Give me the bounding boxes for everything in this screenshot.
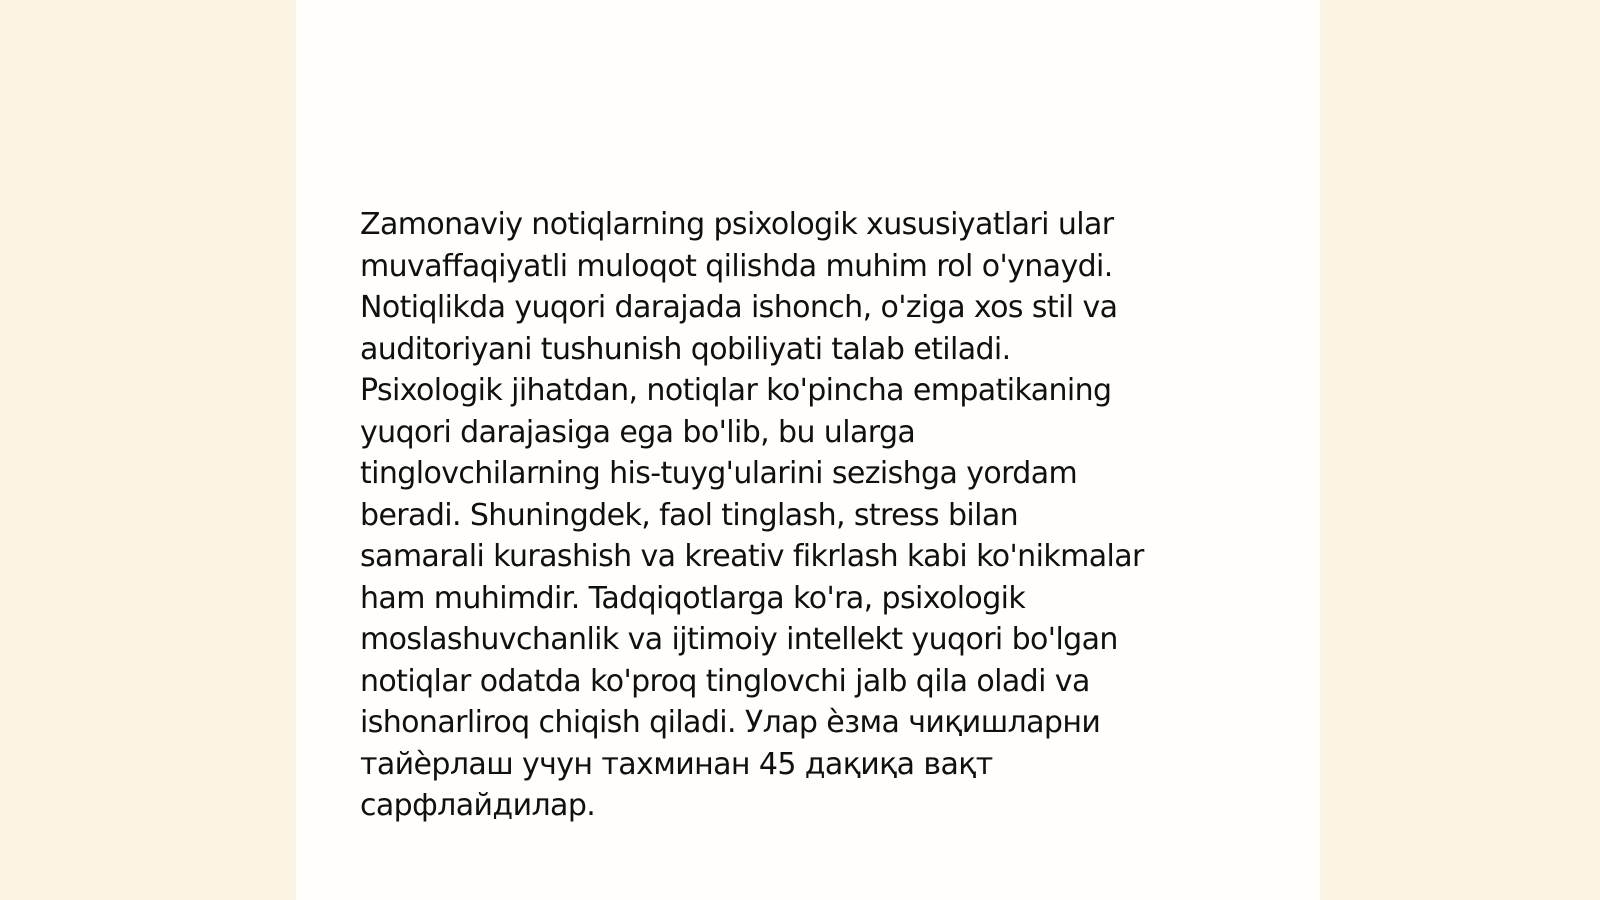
- paragraph-line: beradi. Shuningdek, faol tinglash, stress bilan: [360, 497, 1019, 533]
- paragraph-line: сарфлайдилар.: [360, 788, 596, 823]
- paragraph-line: тайѐрлаш учун тахминан 45 дақиқа вақт: [360, 746, 993, 782]
- paragraph-line: muvaffaqiyatli muloqot qilishda muhim rol o'ynaydi.: [360, 248, 1113, 284]
- left-margin-background: [0, 0, 296, 900]
- right-margin-background: [1320, 0, 1600, 900]
- paragraph-line: Notiqlikda yuqori darajada ishonch, o'ziga xos stil va: [360, 290, 1118, 325]
- body-paragraph: [360, 204, 1250, 827]
- paragraph-line: moslashuvchanlik va ijtimoiy intellekt yuqori bo'lgan: [360, 622, 1118, 657]
- document-page: [296, 0, 1320, 900]
- paragraph-line: tinglovchilarning his-tuyg'ularini sezishga yordam: [360, 456, 1078, 491]
- paragraph-line: samarali kurashish va kreativ fikrlash kabi ko'nikmalar: [360, 539, 1144, 574]
- paragraph-line: Zamonaviy notiqlarning psixologik xususiyatlari ular: [360, 207, 1114, 242]
- paragraph-line: notiqlar odatda ko'proq tinglovchi jalb qila oladi va: [360, 663, 1090, 699]
- paragraph-line: ishonarliroq chiqish qiladi. Улар ѐзма чиқишларни: [360, 705, 1101, 740]
- paragraph-line: Psixologik jihatdan, notiqlar ko'pincha empatikaning: [360, 373, 1112, 408]
- paragraph-line: yuqori darajasiga ega bo'lib, bu ularga: [360, 414, 916, 450]
- paragraph-line: auditoriyani tushunish qobiliyati talab etiladi.: [360, 331, 1011, 367]
- paragraph-line: ham muhimdir. Tadqiqotlarga ko'ra, psixologik: [360, 580, 1026, 616]
